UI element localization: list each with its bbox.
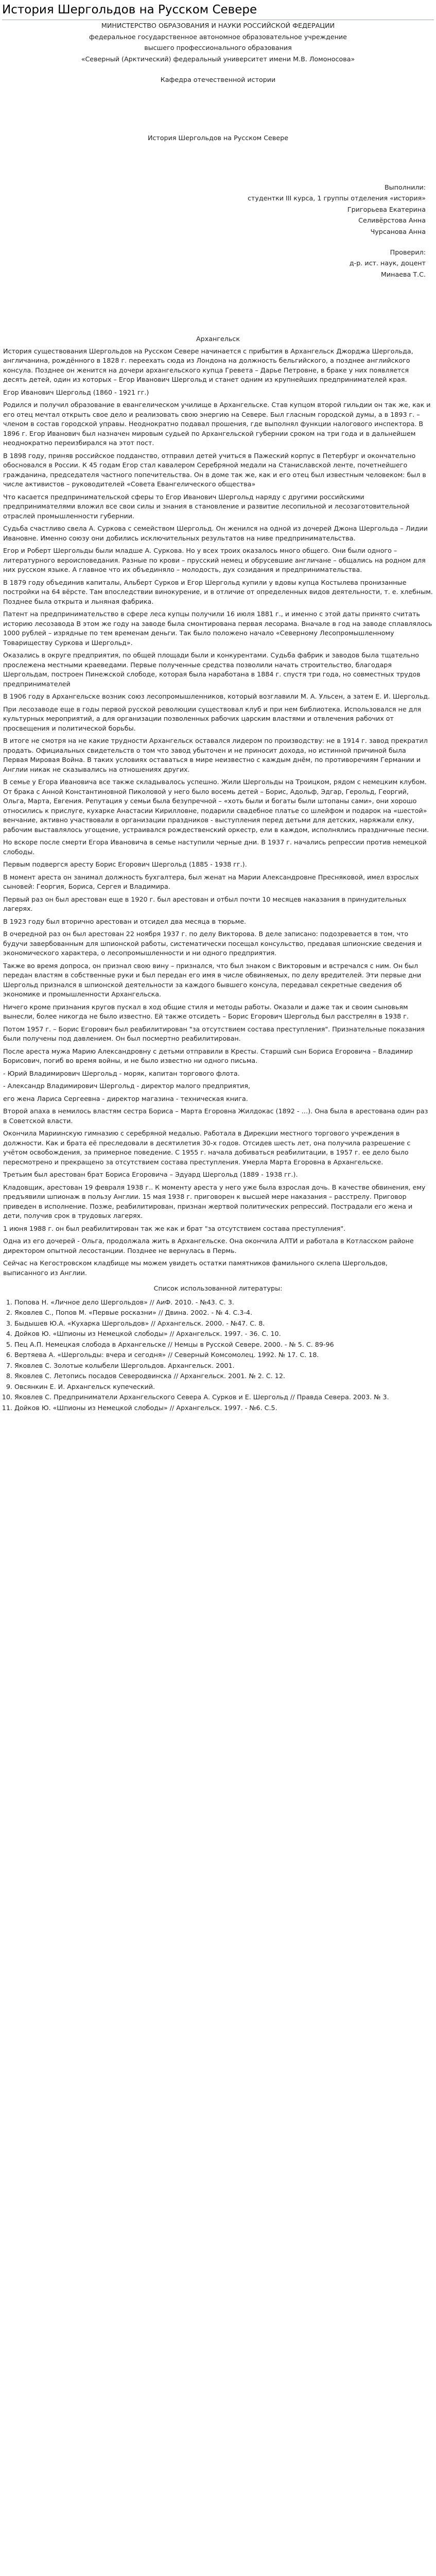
student-name: Селивёрстова Анна: [358, 216, 426, 224]
paragraph: В 1879 году объединив капиталы, Альберт Сурков и Егор Шергольд купили у вдовы купца Костылева пронизанные постройки на 64 вёрсте. Там впоследствии винокурение, и в отличие от определенных видов деятельности, т. е. хлебным. Позднее была открыта и льняная фабрика.: [3, 578, 433, 605]
institution-line-1: федеральное государственное автономное образовательное учреждение: [89, 32, 347, 41]
paragraph: Судьба счастливо свела А. Суркова с семейством Шергольд. Он женился на одной из дочерей Джона Шергольда – Лидии Ивановне. Именно союзу они добились исключительных результатов на ниве предпринимательства.: [3, 524, 428, 542]
paragraph: История существования Шергольдов на Русском Севере начинается с прибытия в Архангельск Джорджа Шергольда, англичанина, рождённого в 1828 г. переехать сюда из Лондона на должность бельгийского, а позднее английского консула. Позднее он женится на дочери архангельского купца Гревета – Дарье Петровне, в браке у них появляется десять детей, один из которых – Егор Иванович Шергольд и станет одним из крупнейших предпринимателей края.: [3, 347, 413, 383]
paragraph-list: [3, 347, 433, 1278]
references-list: [3, 1298, 433, 1413]
paragraph: его жена Лариса Сергеевна - директор магазина - техническая книга.: [3, 1094, 248, 1103]
institution-line-2: высшего профессионального образования: [144, 44, 292, 52]
paragraph: Третьим был арестован брат Бориса Егоровича – Эдуард Шергольд (1889 - 1938 гг.).: [3, 1171, 298, 1178]
paragraph: В момент ареста он занимал должность бухгалтера, был женат на Марии Александровне Пресняковой, имел взрослых сыновей: Георгия, Бориса, Сергея и Владимира.: [3, 873, 419, 890]
references-title: Список использованной литературы:: [153, 1284, 283, 1292]
city-name: Архангельск: [196, 335, 240, 343]
paragraph: В 1906 году в Архангельске возник союз лесопромышленников, который возглавили М. А. Ульсен, а затем Е. И. Шергольд.: [3, 692, 430, 700]
paragraph: Оказались в округе предприятия, по общей площади были и конкурентами. Судьба фабрик и заводов была тщательно прослежена местными краеведами. Первые полученные средства позволили начать строительство, благодаря Шергольдам, построен Пинежской слободе, которая была наработана в 1884 г. спустя три года, но совместных трудов предпринимателей: [3, 651, 421, 688]
paragraph: Егор и Роберт Шергольды были младше А. Суркова. Но у всех троих оказалось много общего. Они были одного – литературного вероисповедания. Разные по крови – прусский немец и обрусевшие англичане – общались на родном для них русском языке. А главное что их объединяло – молодость, дух созидания и предпринимательства.: [3, 547, 426, 573]
reference-item: 7. Яковлев С. Золотые колыбели Шергольдов. Архангельск. 2001.: [14, 1361, 433, 1371]
performed-label: Выполнили:: [384, 183, 426, 191]
paragraph: 1 июня 1988 г. он был реабилитирован так же как и брат "за отсутствием состава преступления".: [3, 1224, 346, 1232]
paragraph: Первый раз он был арестован еще в 1920 г. был арестован и отбыл почти 10 месяцев наказания в принудительных лагерях.: [3, 895, 407, 912]
paragraph: - Александр Владимирович Шергольд - директор малого предприятия,: [3, 1082, 251, 1090]
reference-item: 3. Быдышев Ю.А. «Кухарка Шергольдов» // Архангельск. 2000. - №47. С. 8.: [14, 1319, 433, 1329]
paragraph: Первым подвергся аресту Борис Егорович Шергольд (1885 - 1938 гг.).: [3, 860, 247, 868]
reference-item: 10. Яковлев С. Предприниматели Архангельского Севера А. Сурков и Е. Шергольд // Правда Севера. 2003. № 3.: [14, 1393, 433, 1402]
paragraph: При лесозаводе еще в годы первой русской революции существовал клуб и при нем библиотека. Использовался не для культурных мероприятий, а для организации позволенных рабочих царским властями и отвлечения рабочих от просвещения и политической борьбы.: [3, 705, 422, 732]
paragraph: Егор Иванович Шергольд (1860 - 1921 гг.): [3, 388, 149, 396]
paragraph: В очередной раз он был арестован 22 ноября 1937 г. по делу Викторова. В деле записано: подозревается в том, что будучи завербованным для шпионской работы, систематически посещал консульство, предавая шпионские сведения и экономического характера, о лесопромышленности и ни одного предприятия.: [3, 930, 422, 957]
paragraph: Родился и получил образование в евангелическом училище в Архангельске. Став купцом второй гильдии он так же, как и его отец мечтал открыть свое дело и реализовать свою энергию на Севере. Был гласным городской думы, а в 1893 г. – членом в состав городской управы. Неоднократно подавал прошения, где выполнял функции налогового инспектора. В 1896 г. Егор Иванович был назначен мировым судьей по Архангельской губернии сроком на три года и в дальнейшем неоднократно переизбирался на этот пост.: [3, 401, 431, 447]
paragraph: Также во время допроса, он признал свою вину – признался, что был знаком с Викторовым и встречался с ним. Он был передан властям в собственные руки и был передан его имя в числе обвиняемых, по делу вредителей. Эти первые дни Шергольд признался в шпионской деятельности за каждого бывшего консула, передавал секретные сведения об экономике и промышленности Архангельска.: [3, 961, 422, 998]
checked-name: Минаева Т.С.: [380, 270, 426, 278]
paragraph: Второй апаха в немилось властям сестра Бориса – Марта Егоровна Жилдокас (1892 - …). Она была в арестована один раз в Советской власти.: [3, 1107, 428, 1125]
paragraph: В семье у Егора Ивановича все также складывалось успешно. Жили Шергольды на Троицком, рядом с немецким клубом. От брака с Анной Константиновной Пиколовой у него было восемь детей – Борис, Адольф, Эдгар, Герольд, Георгий, Ольга, Марта, Евгения. Репутация у семьи была безупречной – «хоть были и богаты были штопаны сами», они хорошо относились к прислуге, кухарке Анастасии Кирилловне, подарили свадебное платье со шлейфом и подарок на «шестой» венчание, активно участвовали в организации праздников - выступления перед детьми для детских, наряжали елку, рабочим выставлялось угощение, устраивался рождественский оркестр, ели в каждом, исполнялись праздничные песни.: [3, 778, 429, 834]
university-name: «Северный (Арктический) федеральный университет имени М.В. Ломоносова»: [81, 55, 355, 63]
page-title: История Шергольдов на Русском Севере: [2, 2, 434, 20]
reference-item: 1. Попова Н. «Личное дело Шергольдов» // АиФ. 2010. - №43. С. 3.: [14, 1298, 433, 1308]
department-name: Кафедра отечественной истории: [160, 75, 276, 83]
checked-label: Проверил:: [390, 248, 426, 256]
paragraph: Сейчас на Кегостровском кладбище мы можем увидеть остатки памятников фамильного склепа Шергольдов, выписанного из Англии.: [3, 1259, 388, 1277]
paragraph: В итоге не смотря на не какие трудности Архангельск оставался лидером по производству: не в 1914 г. завод прекратил продать. Официальных свидетельств о том что завод убыточен и не приносит дохода, но истинной причиной была Первая Мировая Война. В таких условиях оставаться в мире неизвестно с каждым днём, по противоречиям Германии и Англии никак не сказывались на отношениях других.: [3, 737, 428, 773]
reference-item: 4. Дойков Ю. «Шпионы из Немецкой слободы» // Архангельск. 1997. - 36. С. 10.: [14, 1329, 433, 1339]
reference-item: 8. Яковлев С. Летопись посадов Северодвинска // Архангельск. 2001. № 2. С. 12.: [14, 1371, 433, 1381]
work-title: История Шергольдов на Русском Севере: [147, 134, 289, 142]
paragraph: - Юрий Владимирович Шергольд - моряк, капитан торгового флота.: [3, 1069, 240, 1077]
reference-item: 11. Дойков Ю. «Шпионы из Немецкой слободы» // Архангельск. 1997. - №6. С.5.: [14, 1403, 433, 1413]
paragraph: В 1898 году, приняв российское подданство, отправил детей учиться в Пажеский корпус в Петербург и окончательно обосновался в России. К 45 годам Егор стал кавалером Серебряной медали на Станиславской ленте, почетнейшего гражданина, председателя частного попечительства. Он в доме так же, как и его отец был известным человеком: был в числе активистов – руководителей «Совета Евангелического общества»: [3, 451, 426, 488]
reference-item: 6. Вертяева А. «Шергольды: вчера и сегодня» // Северный Комсомолец. 1992. № 17. С. 18.: [14, 1350, 433, 1360]
paragraph: Что касается предпринимательской сферы то Егор Иванович Шергольд наряду с другими российскими предпринимателями вложил все свои силы и знания в становление и развитие лесопильной и лесозаготовительной отраслей промышленности губернии.: [3, 493, 410, 520]
paragraph: Кладовщик, арестован 19 февраля 1938 г.. К моменту ареста у него уже была взрослая дочь. В качестве обвинения, ему предъявили шпионаж в пользу Англии. 15 мая 1938 г. приговорен к высшей мере наказания – расстрелу. Приговор приведен в исполнение. Позже, реабилитирован, признан жертвой политических репрессий. Пострадали его жена и дети, получив срок в трудовых лагерях.: [3, 1183, 426, 1219]
performed-group: студентки III курса, 1 группы отделения «история»: [247, 194, 426, 202]
paragraph: После ареста мужа Марию Александровну с детьми отправили в Кресты. Старший сын Бориса Егоровича – Владимир Борисович, погиб во время войны, и не было известно ни одного письма.: [3, 1047, 413, 1064]
reference-item: 5. Пец А.П. Немецкая слобода в Архангельске // Немцы в Русской Севере. 2000. - № 5. С. 89-96: [14, 1340, 433, 1350]
checked-degree: д-р. ист. наук, доцент: [349, 259, 426, 267]
student-name: Григорьева Екатерина: [347, 205, 426, 213]
student-name: Чурсанова Анна: [370, 227, 426, 235]
paragraph: Потом 1957 г. – Борис Егорович был реабилитирован "за отсутствием состава преступления". Признательные показания были получены под давлением. Он был посмертно реабилитирован.: [3, 1025, 425, 1042]
reference-item: 2. Яковлев С., Попов М. «Первые росказни» // Двина. 2002. - № 4. С.3-4.: [14, 1308, 433, 1318]
paragraph: Ничего кроме признания кругов пускал в ход общие стиля и методы работы. Оказали и даже так и своим сыновьям вынесли, более никогда не было известно. Ей также отсидеть – Борис Егорович Шергольд был расстрелян в 1938 г.: [3, 1003, 409, 1020]
reference-item: 9. Овсянкин Е. И. Архангельск купеческий.: [14, 1382, 433, 1392]
paragraph: Патент на предпринимательство в сфере леса купцы получили 16 июля 1881 г., и именно с этой даты принято считать историю лесозавода В этом же году на заводе была смонтирована первая лесорама. Вначале в год на заводе сплавлялось 1000 рублей – изрядные по тем временам деньги. Так было положено начало «Северному Лесопромышленному Товариществу Суркова и Шергольд».: [3, 610, 432, 647]
paragraph: Окончила Мариинскую гимназию с серебряной медалью. Работала в Дирекции местного торгового учреждения в должности. Как и брата её преследовали в десятилетия 30-х годов. Отсидев шесть лет, она получила разрешение с учётом освобождения, за примерное поведение. С 1955 г. начала добиваться реабилитации, в 1957 г. ее дело было пересмотрено и прекращено за отсутствием состава преступления. Умерла Марта Егоровна в Архангельске.: [3, 1129, 411, 1166]
ministry-line: МИНИСТЕРСТВО ОБРАЗОВАНИЯ И НАУКИ РОССИЙСКОЙ ФЕДЕРАЦИИ: [101, 22, 335, 29]
paragraph: Но вскоре после смерти Егора Ивановича в семье наступили черные дни. В 1937 г. начались репрессии против немецкой слободы.: [3, 838, 427, 856]
document-body: [0, 20, 436, 1413]
paragraph: В 1923 году был вторично арестован и отсидел два месяца в тюрьме.: [3, 917, 247, 925]
paragraph: Одна из его дочерей - Ольга, продолжала жить в Архангельске. Она окончила АЛТИ и работала в Котласском районе директором опытной лесостанции. Позднее не вернулась в Пермь.: [3, 1237, 414, 1255]
